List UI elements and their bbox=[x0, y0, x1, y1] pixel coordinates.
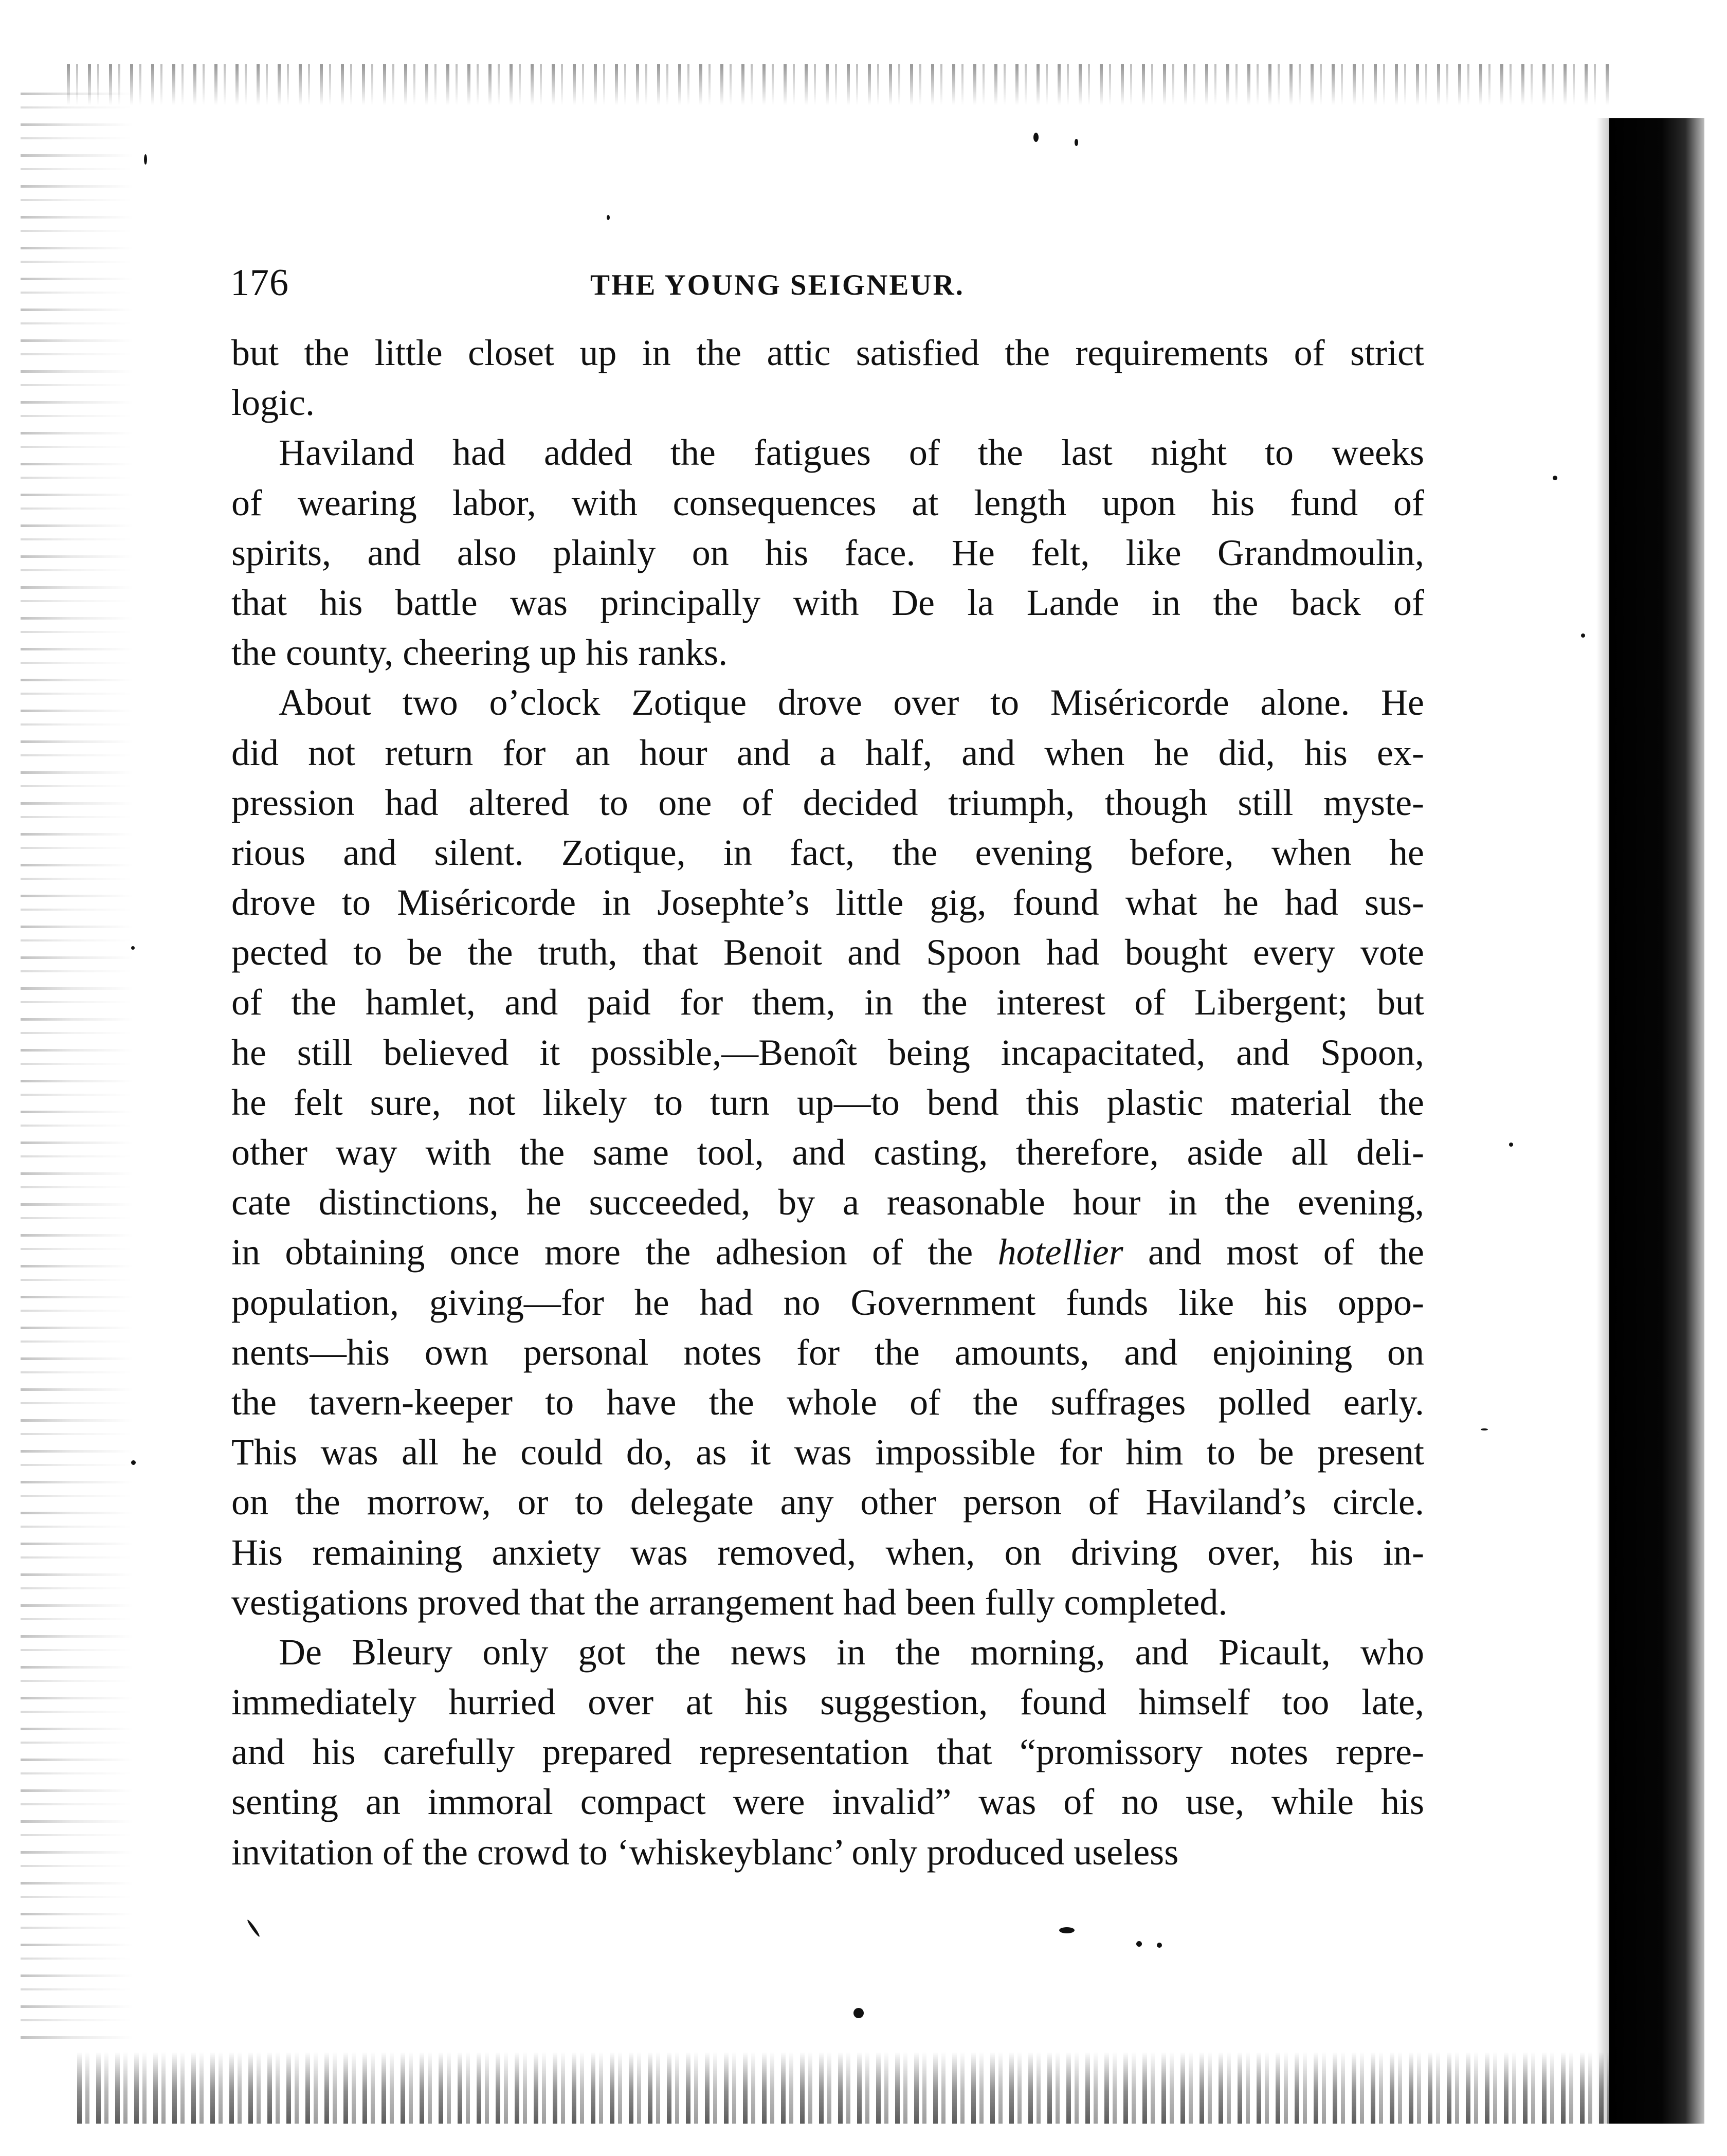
text-line: he still believed it possible,—Benoît being incapacitated, and Spoon, bbox=[231, 1031, 1424, 1073]
scan-speck bbox=[1033, 133, 1039, 142]
paragraph bbox=[231, 678, 1424, 1627]
text-line: This was all he could do, as it was impossible for him to be present bbox=[231, 1432, 1424, 1473]
running-head bbox=[230, 260, 1423, 306]
text-line: the county, cheering up his ranks. bbox=[231, 632, 728, 674]
text-line: in obtaining once more the adhesion of the hotellier and most of the bbox=[231, 1231, 1424, 1273]
text-line: drove to Miséricorde in Josephte’s little gig, found what he had sus- bbox=[231, 882, 1424, 923]
text-line: cate distinctions, he succeeded, by a reasonable hour in the evening, bbox=[231, 1182, 1424, 1223]
text-line: of wearing labor, with consequences at length upon his fund of bbox=[231, 482, 1424, 523]
italic-word: hotellier bbox=[997, 1231, 1123, 1273]
scan-speck bbox=[607, 215, 610, 220]
scan-edge-top bbox=[67, 64, 1614, 105]
text-line: other way with the same tool, and casting, therefore, aside all deli- bbox=[231, 1132, 1424, 1173]
scan-speck bbox=[246, 1919, 261, 1937]
text-line: De Bleury only got the news in the morning, and Picault, who bbox=[279, 1631, 1424, 1673]
text-line: the tavern-keeper to have the whole of the suffrages polled early. bbox=[231, 1381, 1424, 1423]
text-line: His remaining anxiety was removed, when, on driving over, his in- bbox=[231, 1531, 1424, 1573]
paragraph bbox=[231, 328, 1424, 428]
scan-speck bbox=[1157, 1943, 1162, 1948]
text-line: that his battle was principally with De la Lande in the back of bbox=[231, 582, 1424, 623]
text-line: rious and silent. Zotique, in fact, the evening before, when he bbox=[231, 831, 1424, 873]
scan-speck bbox=[144, 154, 147, 165]
text-line: of the hamlet, and paid for them, in the interest of Libergent; but bbox=[231, 982, 1424, 1023]
scan-edge-bottom bbox=[77, 2052, 1630, 2124]
scan-speck bbox=[131, 946, 135, 950]
scan-speck bbox=[1136, 1941, 1142, 1947]
text-line: invitation of the crowd to ‘whiskeyblanc’ only produced useless bbox=[231, 1831, 1179, 1873]
paragraph bbox=[231, 428, 1424, 678]
scan-speck bbox=[1059, 1927, 1075, 1933]
text-line: senting an immoral compact were invalid” was of no use, while his bbox=[231, 1781, 1424, 1823]
scan-speck bbox=[1553, 476, 1557, 480]
scan-speck bbox=[853, 2008, 864, 2018]
text-line: on the morrow, or to delegate any other person of Haviland’s circle. bbox=[231, 1481, 1424, 1523]
text-line: immediately hurried over at his suggestion, found himself too late, bbox=[231, 1681, 1424, 1723]
page-number: 176 bbox=[230, 262, 289, 304]
text-line: but the little closet up in the attic satisfied the requirements of strict bbox=[231, 332, 1424, 373]
paragraph bbox=[231, 1627, 1424, 1877]
text-line: he felt sure, not likely to turn up—to bend this plastic material the bbox=[231, 1081, 1424, 1123]
scan-speck bbox=[1075, 139, 1078, 146]
text-line: vestigations proved that the arrangement had been fully completed. bbox=[231, 1581, 1228, 1623]
text-line: population, giving—for he had no Government funds like his oppo- bbox=[231, 1281, 1424, 1323]
text-line: pected to be the truth, that Benoit and Spoon had bought every vote bbox=[231, 932, 1424, 973]
text-line: Haviland had added the fatigues of the last night to weeks bbox=[279, 432, 1424, 474]
scan-speck bbox=[131, 1460, 136, 1465]
scan-edge-left bbox=[21, 93, 134, 2046]
text-line: logic. bbox=[231, 382, 315, 424]
scan-speck bbox=[1509, 1143, 1513, 1147]
scan-speck bbox=[1581, 633, 1585, 638]
body-text bbox=[231, 328, 1424, 1877]
running-title: THE YOUNG SEIGNEUR. bbox=[590, 269, 965, 301]
text-line: did not return for an hour and a half, and when he did, his ex- bbox=[231, 732, 1424, 773]
text-line: pression had altered to one of decided triumph, though still myste- bbox=[231, 782, 1424, 823]
text-line: About two o’clock Zotique drove over to Miséricorde alone. He bbox=[279, 682, 1424, 723]
scan-edge-right-binding bbox=[1609, 118, 1704, 2124]
text-line: and his carefully prepared representation that “promissory notes repre- bbox=[231, 1731, 1424, 1773]
scan-speck bbox=[1481, 1428, 1488, 1430]
text-line: nents—his own personal notes for the amounts, and enjoining on bbox=[231, 1331, 1424, 1373]
text-line: spirits, and also plainly on his face. He felt, like Grandmoulin, bbox=[231, 532, 1424, 573]
